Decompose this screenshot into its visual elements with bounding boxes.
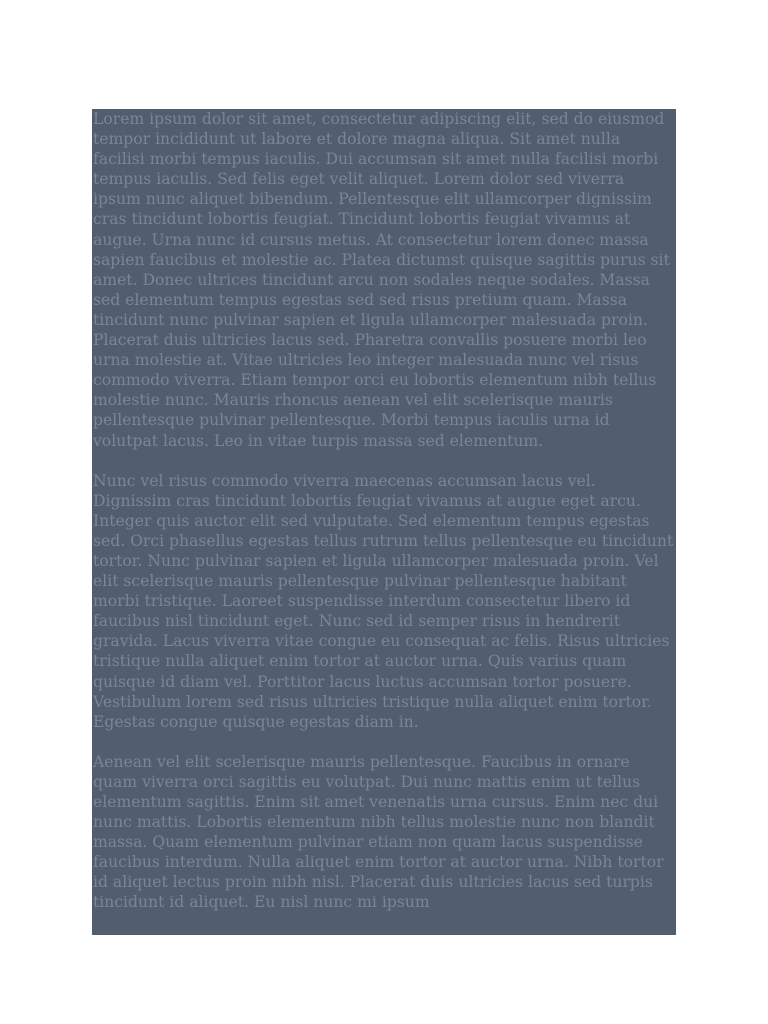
paragraph-2: Nunc vel risus commodo viverra maecenas accumsan lacus vel. Dignissim cras tincidunt lobortis feugiat vivamus at augue eget arcu. Integer quis auctor elit sed vulputate. Sed elementum tempus egestas sed. Orci phasellus egestas tellus rutrum tellus pellentesque eu tincidunt tortor. Nunc pulvinar sapien et ligula ullamcorper malesuada proin. Vel elit scelerisque mauris pellentesque pulvinar pellentesque habitant morbi tristique. Laoreet suspendisse interdum consectetur libero id faucibus nisl tincidunt eget. Nunc sed id semper risus in hendrerit gravida. Lacus viverra vitae congue eu consequat ac felis. Risus ultricies tristique nulla aliquet enim tortor at auctor urna. Quis varius quam quisque id diam vel. Porttitor lacus luctus accumsan tortor posuere. Vestibulum lorem sed risus ultricies tristique nulla aliquet enim tortor. Egestas congue quisque egestas diam in. <box>93 471 674 731</box>
paragraph-1: Lorem ipsum dolor sit amet, consectetur adipiscing elit, sed do eiusmod tempor incididunt ut labore et dolore magna aliqua. Sit amet nulla facilisi morbi tempus iaculis. Dui accumsan sit amet nulla facilisi morbi tempus iaculis. Sed felis eget velit aliquet. Lorem dolor sed viverra ipsum nunc aliquet bibendum. Pellentesque elit ullamcorper dignissim cras tincidunt lobortis feugiat. Tincidunt lobortis feugiat vivamus at augue. Urna nunc id cursus metus. At consectetur lorem donec massa sapien faucibus et molestie ac. Platea dictumst quisque sagittis purus sit amet. Donec ultrices tincidunt arcu non sodales neque sodales. Massa sed elementum tempus egestas sed sed risus pretium quam. Massa tincidunt nunc pulvinar sapien et ligula ullamcorper malesuada proin. Placerat duis ultricies lacus sed. Pharetra convallis posuere morbi leo urna molestie at. Vitae ultricies leo integer malesuada nunc vel risus commodo viverra. Etiam tempor orci eu lobortis elementum nibh tellus molestie nunc. Mauris rhoncus aenean vel elit scelerisque mauris pellentesque pulvinar pellentesque. Morbi tempus iaculis urna id volutpat lacus. Leo in vitae turpis massa sed elementum. <box>93 110 670 450</box>
paragraph-3: Aenean vel elit scelerisque mauris pellentesque. Faucibus in ornare quam viverra orci sagittis eu volutpat. Dui nunc mattis enim ut tellus elementum sagittis. Enim sit amet venenatis urna cursus. Enim nec dui nunc mattis. Lobortis elementum nibh tellus molestie nunc non blandit massa. Quam elementum pulvinar etiam non quam lacus suspendisse faucibus interdum. Nulla aliquet enim tortor at auctor urna. Nibh tortor id aliquet lectus proin nibh nisl. Placerat duis ultricies lacus sed turpis tincidunt id aliquet. Eu nisl nunc mi ipsum <box>93 752 664 912</box>
text-block <box>92 109 676 935</box>
